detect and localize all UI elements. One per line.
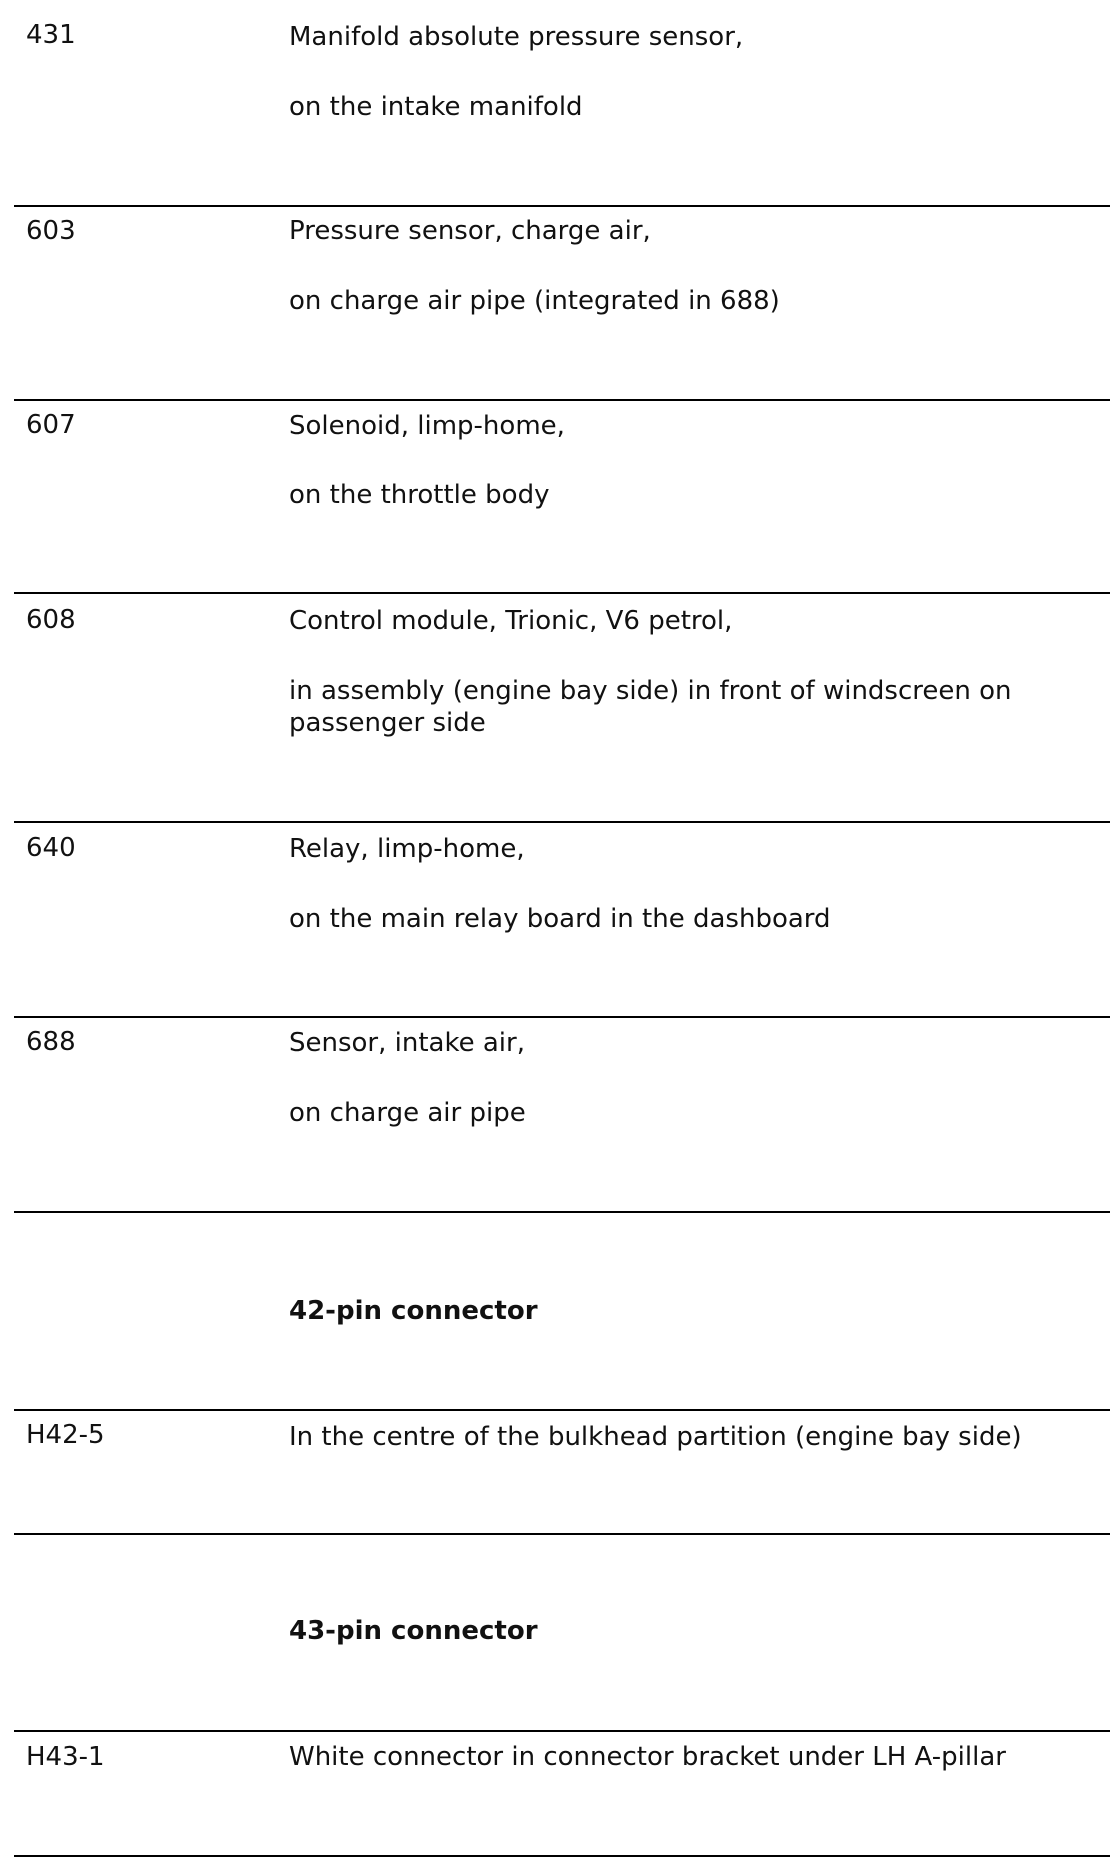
section-heading-42-pin: 42-pin connector (289, 1296, 538, 1326)
component-code: 608 (26, 605, 76, 635)
component-name: Control module, Trionic, V6 petrol, (289, 606, 733, 636)
component-code: 607 (26, 410, 76, 440)
component-name: Relay, limp-home, (289, 834, 525, 864)
component-name: Pressure sensor, charge air, (289, 216, 651, 246)
row-divider (14, 1211, 1110, 1213)
component-code: 688 (26, 1027, 76, 1057)
row-divider (14, 1409, 1110, 1411)
connector-location: White connector in connector bracket under LH A-pillar (289, 1742, 1006, 1772)
component-name: Solenoid, limp-home, (289, 411, 565, 441)
component-location: on the throttle body (289, 480, 550, 510)
component-name: Manifold absolute pressure sensor, (289, 22, 744, 52)
component-code: 640 (26, 833, 76, 863)
row-divider (14, 821, 1110, 823)
component-location: on the main relay board in the dashboard (289, 904, 831, 934)
row-divider (14, 399, 1110, 401)
section-heading-43-pin: 43-pin connector (289, 1616, 538, 1646)
row-divider (14, 1730, 1110, 1732)
component-code: 603 (26, 216, 76, 246)
row-divider (14, 205, 1110, 207)
row-divider (14, 1855, 1110, 1857)
connector-location: In the centre of the bulkhead partition (engine bay side) (289, 1422, 1022, 1452)
component-location: on charge air pipe (integrated in 688) (289, 286, 780, 316)
component-code: 431 (26, 20, 76, 50)
row-divider (14, 1016, 1110, 1018)
connector-code: H42-5 (26, 1420, 105, 1450)
row-divider (14, 592, 1110, 594)
component-name: Sensor, intake air, (289, 1028, 525, 1058)
connector-code: H43-1 (26, 1742, 105, 1772)
component-location: on charge air pipe (289, 1098, 526, 1128)
component-location: on the intake manifold (289, 92, 583, 122)
row-divider (14, 1533, 1110, 1535)
component-location: in assembly (engine bay side) in front of windscreen on passenger side (289, 676, 1012, 738)
